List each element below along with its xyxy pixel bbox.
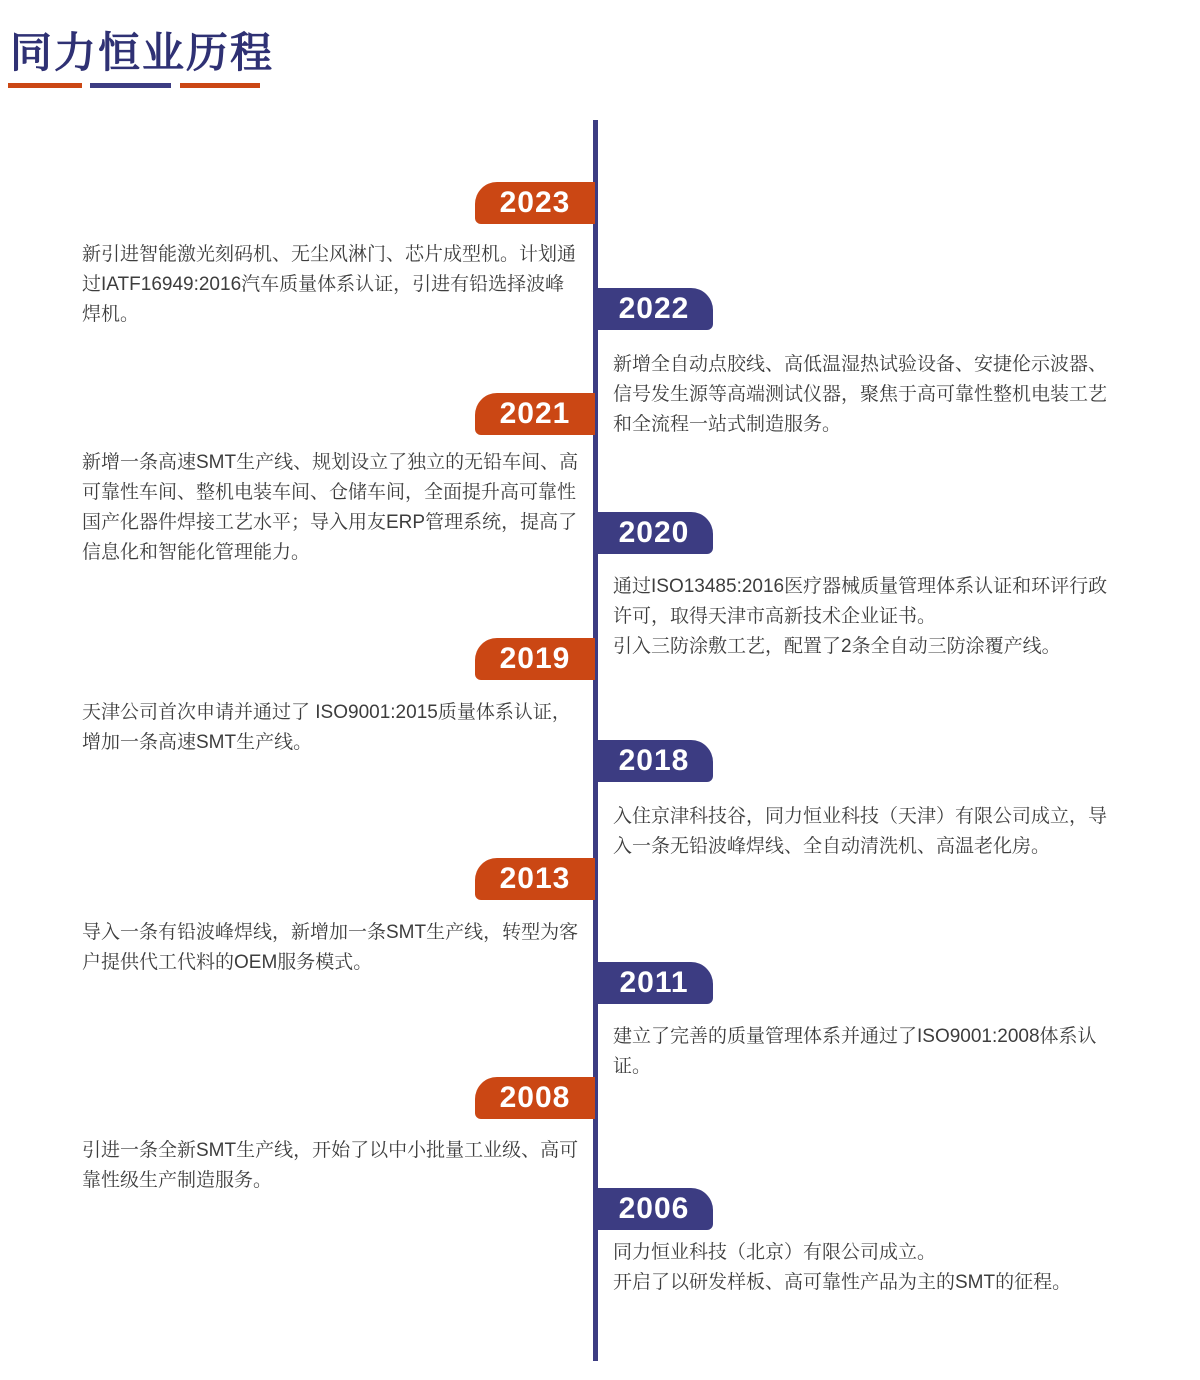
- year-badge-2022: 2022: [595, 288, 713, 330]
- milestone-text-2006: [613, 1238, 1121, 1298]
- milestone-text-2013: [82, 918, 582, 978]
- year-badge-2011: 2011: [595, 962, 713, 1004]
- milestone-text-2011: [613, 1022, 1121, 1082]
- year-badge-2008: 2008: [475, 1077, 595, 1119]
- milestone-text-2023: [82, 240, 582, 330]
- page-title: 同力恒业历程: [10, 29, 275, 76]
- milestone-text-2020: [613, 572, 1121, 662]
- year-badge-2013: 2013: [475, 858, 595, 900]
- year-badge-2023: 2023: [475, 182, 595, 224]
- milestone-line: 天津公司首次申请并通过了 ISO9001:2015质量体系认证，增加一条高速SMT生产线。: [82, 702, 571, 753]
- milestone-line: 开启了以研发样板、高可靠性产品为主的SMT的征程。: [613, 1272, 1072, 1293]
- milestone-line: 同力恒业科技（北京）有限公司成立。: [613, 1242, 937, 1263]
- milestone-line: 建立了完善的质量管理体系并通过了ISO9001:2008体系认证。: [613, 1026, 1097, 1077]
- title-underline-navy: [90, 83, 171, 88]
- milestone-line: 引进一条全新SMT生产线，开始了以中小批量工业级、高可靠性级生产制造服务。: [82, 1140, 579, 1191]
- milestone-line: 新增全自动点胶线、高低温湿热试验设备、安捷伦示波器、信号发生源等高端测试仪器，聚焦于高可靠性整机电装工艺和全流程一站式制造服务。: [613, 354, 1108, 435]
- milestone-line: 入住京津科技谷，同力恒业科技（天津）有限公司成立，导入一条无铅波峰焊线、全自动清洗机、高温老化房。: [613, 806, 1108, 857]
- year-badge-2019: 2019: [475, 638, 595, 680]
- title-underline-orange-right: [180, 83, 260, 88]
- year-badge-2021: 2021: [475, 393, 595, 435]
- milestone-line: 导入一条有铅波峰焊线，新增加一条SMT生产线，转型为客户提供代工代料的OEM服务模式。: [82, 922, 579, 973]
- milestone-line: 引入三防涂敷工艺，配置了2条全自动三防涂覆产线。: [613, 636, 1061, 657]
- milestone-text-2021: [82, 448, 582, 568]
- year-badge-2006: 2006: [595, 1188, 713, 1230]
- milestone-text-2018: [613, 802, 1121, 862]
- milestone-line: 新引进智能激光刻码机、无尘风淋门、芯片成型机。计划通过IATF16949:2016汽车质量体系认证，引进有铅选择波峰焊机。: [82, 244, 577, 325]
- milestone-line: 新增一条高速SMT生产线、规划设立了独立的无铅车间、高可靠性车间、整机电装车间、仓储车间，全面提升高可靠性国产化器件焊接工艺水平；导入用友ERP管理系统，提高了信息化和智能化管理能力。: [82, 452, 579, 563]
- title-underline-orange-left: [8, 83, 82, 88]
- milestone-line: 通过ISO13485:2016医疗器械质量管理体系认证和环评行政许可，取得天津市高新技术企业证书。: [613, 576, 1108, 627]
- year-badge-2018: 2018: [595, 740, 713, 782]
- milestone-text-2019: [82, 698, 582, 758]
- milestone-text-2022: [613, 350, 1121, 440]
- milestone-text-2008: [82, 1136, 582, 1196]
- year-badge-2020: 2020: [595, 512, 713, 554]
